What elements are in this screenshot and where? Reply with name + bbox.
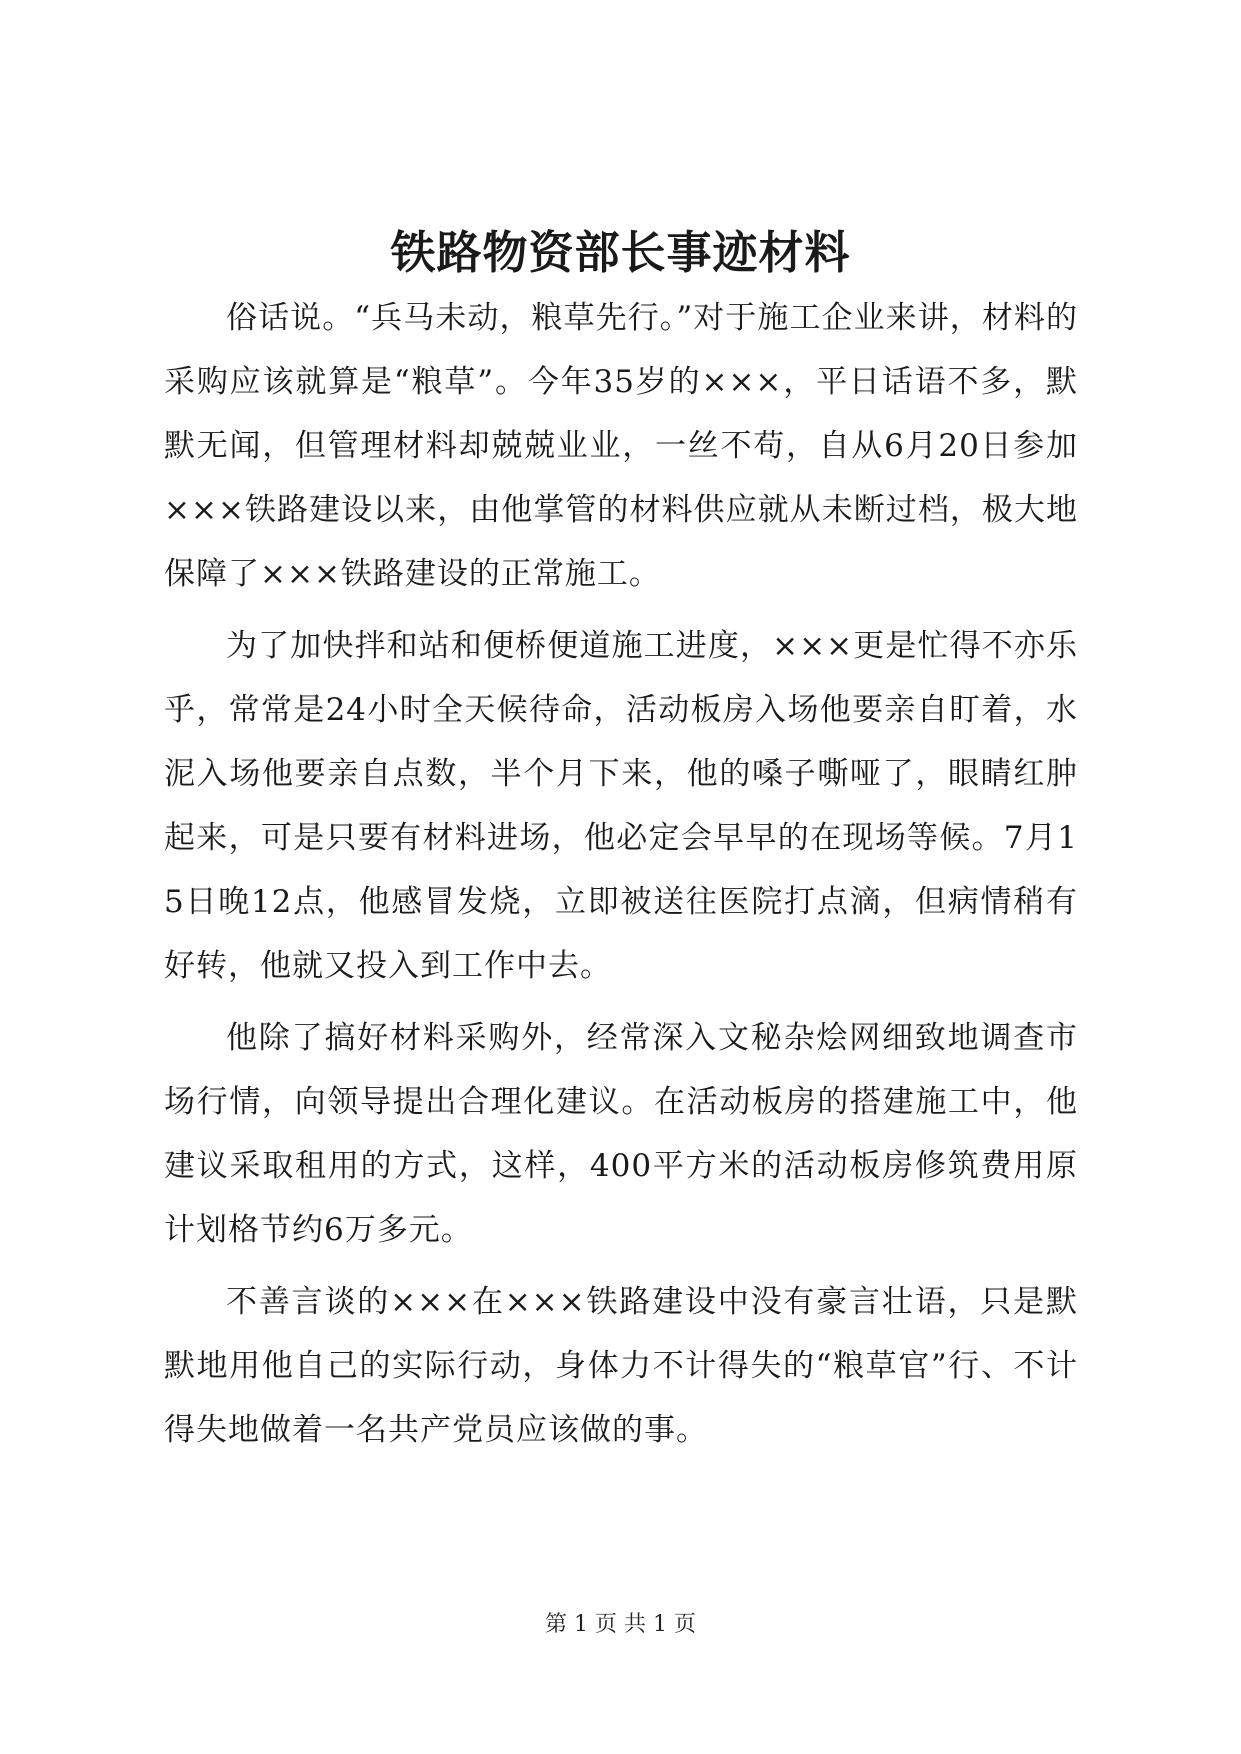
document-body xyxy=(164,286,1078,1470)
paragraph-2: 为了加快拌和站和便桥便道施工进度，×××更是忙得不亦乐乎，常常是24小时全天候待命，活动板房入场他要亲自盯着，水泥入场他要亲自点数，半个月下来，他的嗓子嘶哑了，眼睛红肿起来，可是只要有材料进场，他必定会早早的在现场等候。7月15日晚12点，他感冒发烧，立即被送往医院打点滴，但病情稍有好转，他就又投入到工作中去。 xyxy=(164,628,1078,984)
document-title: 铁路物资部长事迹材料 xyxy=(390,226,851,279)
paragraph-1: 俗话说。“兵马未动，粮草先行。”对于施工企业来讲，材料的采购应该就算是“粮草”。今年35岁的×××，平日话语不多，默默无闻，但管理材料却兢兢业业，一丝不苟，自从6月20日参加×××铁路建设以来，由他掌管的材料供应就从未断过档，极大地保障了×××铁路建设的正常施工。 xyxy=(164,300,1078,592)
paragraph-4: 不善言谈的×××在×××铁路建设中没有豪言壮语，只是默默地用他自己的实际行动，身体力不计得失的“粮草官”行、不计得失地做着一名共产党员应该做的事。 xyxy=(164,1284,1078,1448)
paragraph-3: 他除了搞好材料采购外，经常深入文秘杂烩网细致地调查市场行情，向领导提出合理化建议。在活动板房的搭建施工中，他建议采取租用的方式，这样，400平方米的活动板房修筑费用原计划格节约6万多元。 xyxy=(164,1020,1078,1248)
page-number-footer: 第 1 页 共 1 页 xyxy=(545,1612,696,1637)
